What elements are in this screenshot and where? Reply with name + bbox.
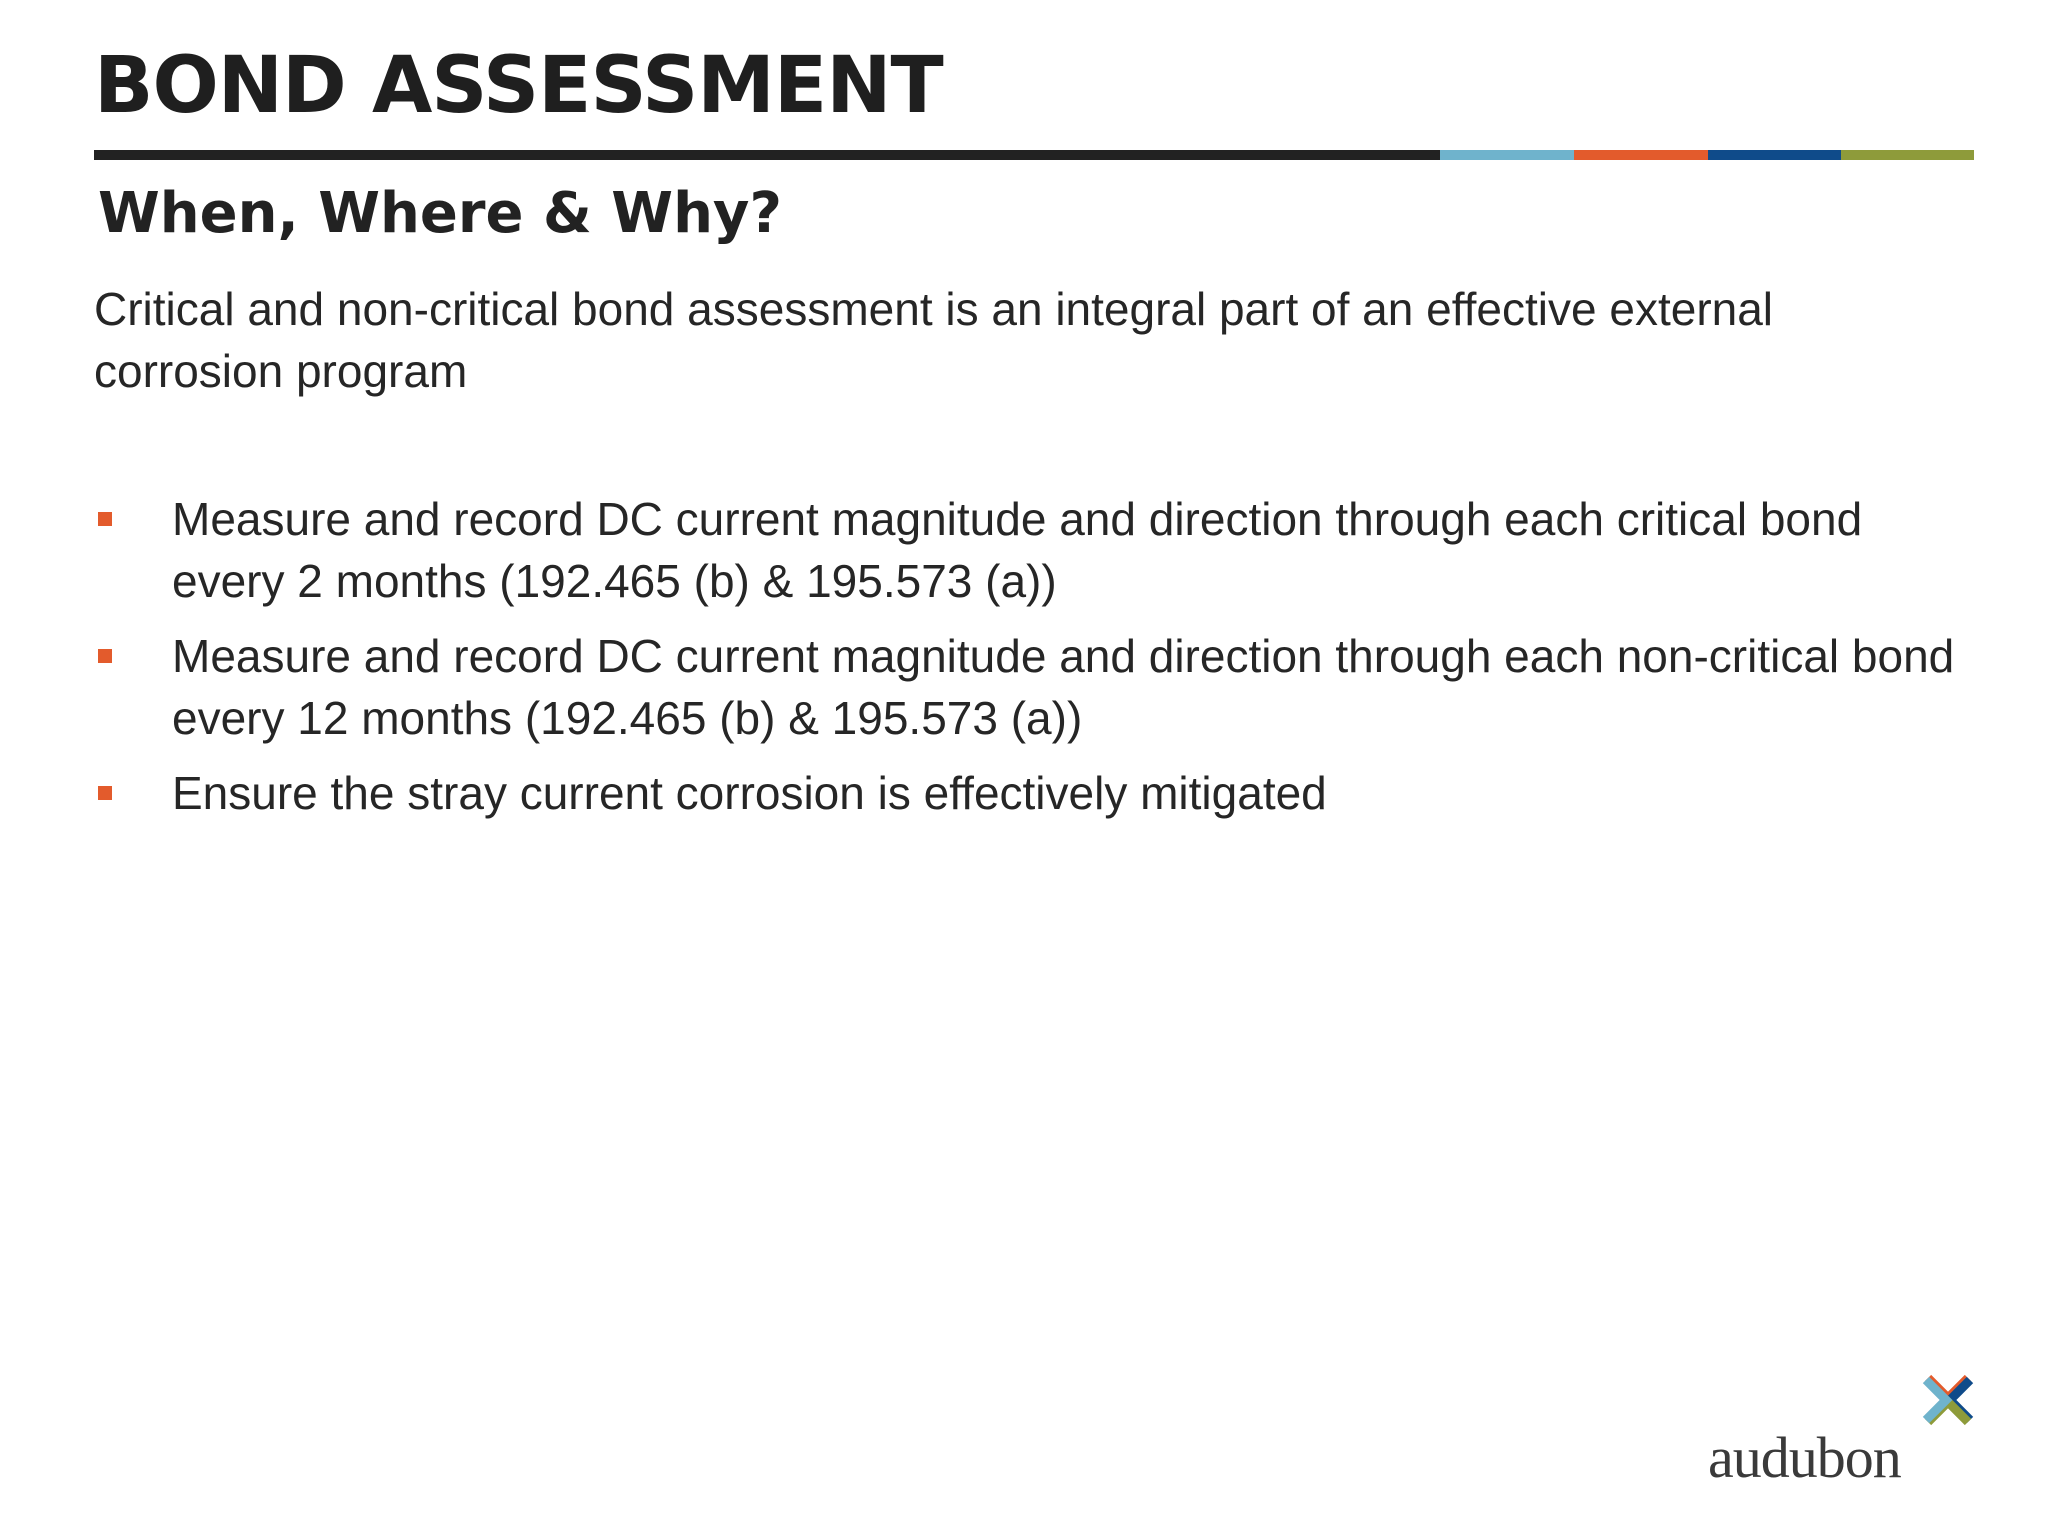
intro-paragraph: Critical and non-critical bond assessment is an integral part of an effective external corrosion program — [94, 283, 1774, 397]
square-bullet-icon — [98, 786, 112, 800]
audubon-cross-icon — [1920, 1372, 1976, 1428]
bullet-item — [94, 625, 1974, 749]
divider-accent-olive-segment — [1841, 150, 1974, 160]
slide-subtitle: When, Where & Why? — [98, 181, 782, 246]
divider-main-segment — [94, 150, 1440, 160]
slide-title: BOND ASSESSMENT — [94, 41, 943, 131]
divider-accent-navy-segment — [1708, 150, 1841, 160]
logo-wordmark: audubon — [1708, 1425, 1901, 1490]
divider-accent-orange-segment — [1574, 150, 1708, 160]
bullet-text: Measure and record DC current magnitude and direction through each non-critical bond every 12 months (192.465 (b) & 195.573 (a)) — [172, 630, 1955, 744]
title-divider — [94, 150, 1974, 160]
bullet-list — [94, 488, 1974, 837]
audubon-logo — [1700, 1372, 1980, 1492]
divider-accent-blue-segment — [1440, 150, 1574, 160]
logo-stroke-blue — [1926, 1380, 1946, 1420]
square-bullet-icon — [98, 649, 112, 663]
bullet-item — [94, 488, 1974, 612]
bullet-text: Ensure the stray current corrosion is effectively mitigated — [172, 767, 1327, 819]
bullet-item — [94, 762, 1974, 824]
square-bullet-icon — [98, 512, 112, 526]
bullet-text: Measure and record DC current magnitude and direction through each critical bond every 2 months (192.465 (b) & 195.573 (a)) — [172, 493, 1863, 607]
